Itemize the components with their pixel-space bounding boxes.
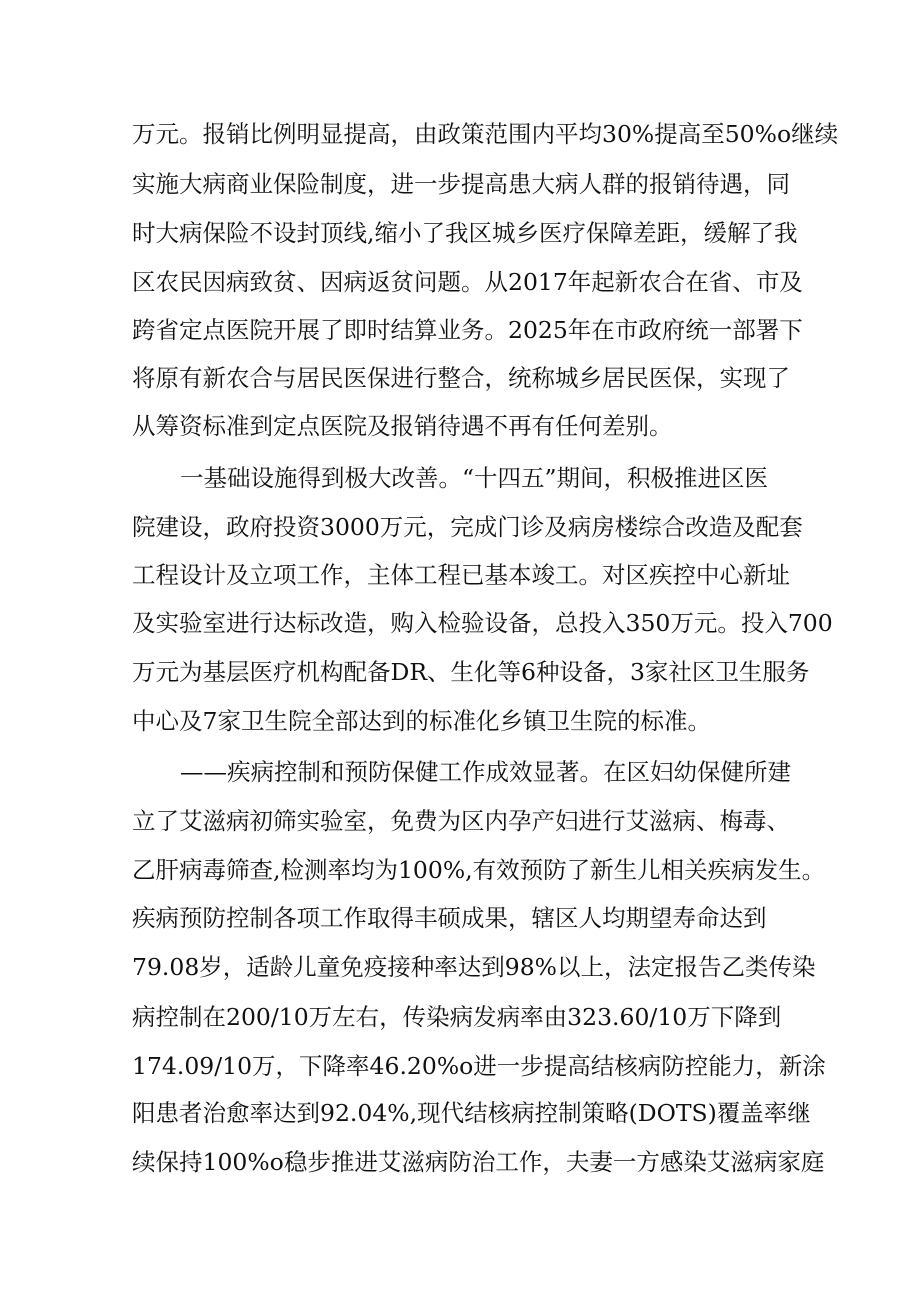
paragraph-start-line: ——疾病控制和预防保健工作成效显著。在区妇幼保健所建 bbox=[180, 758, 791, 786]
text-line: 区农民因病致贫、因病返贫问题。从2017年起新农合在省、市及 bbox=[132, 268, 803, 296]
text-line: 阳患者治愈率达到92.04%,现代结核病控制策略(DOTS)覆盖率继 bbox=[132, 1099, 811, 1127]
text-line: 174.09/10万，下降率46.20%o进一步提高结核病防控能力，新涂 bbox=[132, 1052, 826, 1080]
text-line: 病控制在200/10万左右，传染病发病率由323.60/10万下降到 bbox=[132, 1003, 782, 1031]
paragraph-start-line: 一基础设施得到极大改善。“十四五”期间，积极推进区医 bbox=[180, 464, 769, 492]
text-line: 时大病保险不设封顶线,缩小了我区城乡医疗保障差距，缓解了我 bbox=[132, 219, 798, 247]
text-line: 院建设，政府投资3000万元，完成门诊及病房楼综合改造及配套 bbox=[132, 513, 803, 541]
text-line: 实施大病商业保险制度，进一步提高患大病人群的报销待遇，同 bbox=[132, 170, 790, 198]
text-line: 续保持100%o稳步推进艾滋病防治工作，夫妻一方感染艾滋病家庭 bbox=[132, 1148, 825, 1176]
text-line: 79.08岁，适龄儿童免疫接种率达到98%以上，法定报告乙类传染 bbox=[132, 953, 816, 981]
text-line: 疾病预防控制各项工作取得丰硕成果，辖区人均期望寿命达到 bbox=[132, 904, 767, 932]
text-line: 万元。报销比例明显提高，由政策范围内平均30%提高至50%o继续 bbox=[132, 120, 839, 148]
text-line: 将原有新农合与居民医保进行整合，统称城乡居民医保，实现了 bbox=[132, 364, 790, 392]
text-line: 跨省定点医院开展了即时结算业务。2025年在市政府统一部署下 bbox=[132, 316, 803, 344]
text-line: 及实验室进行达标改造，购入检验设备，总投入350万元。投入700 bbox=[132, 609, 833, 637]
text-line: 工程设计及立项工作，主体工程已基本竣工。对区疾控中心新址 bbox=[132, 561, 790, 589]
text-line: 中心及7家卫生院全部达到的标准化乡镇卫生院的标准。 bbox=[132, 707, 711, 735]
text-line: 立了艾滋病初筛实验室，免费为区内孕产妇进行艾滋病、梅毒、 bbox=[132, 807, 790, 835]
text-line: 乙肝病毒筛查,检测率均为100%,有效预防了新生儿相关疾病发生。 bbox=[132, 856, 826, 884]
text-line: 万元为基层医疗机构配备DR、生化等6种设备，3家社区卫生服务 bbox=[132, 658, 810, 686]
text-line: 从筹资标准到定点医院及报销待遇不再有任何差别。 bbox=[132, 412, 673, 440]
